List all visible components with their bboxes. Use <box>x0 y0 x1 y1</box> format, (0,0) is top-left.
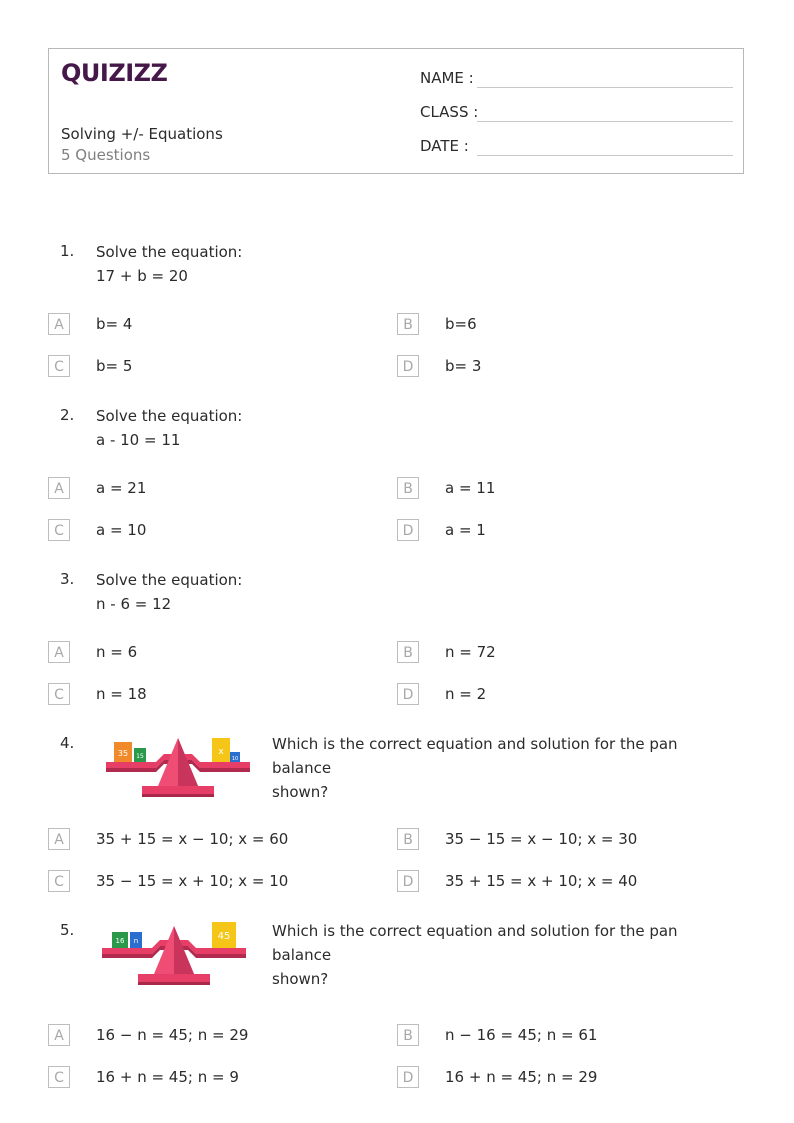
name-field[interactable] <box>420 69 474 87</box>
option-letter: A <box>48 1024 70 1046</box>
option-letter: D <box>397 1066 419 1088</box>
option-letter: D <box>397 355 419 377</box>
weight-35-label: 35 <box>117 749 129 758</box>
option-text: 35 − 15 = x + 10; x = 10 <box>96 872 289 890</box>
weight-x-label: x <box>218 747 224 757</box>
worksheet-header <box>48 48 744 174</box>
option-letter: D <box>397 870 419 892</box>
option-text: 16 + n = 45; n = 9 <box>96 1068 239 1086</box>
option-letter: C <box>48 1066 70 1088</box>
question-1-number: 1. <box>60 242 75 260</box>
option-letter: B <box>397 313 419 335</box>
quizizz-logo: QUIZIZZ <box>61 59 168 87</box>
balance-base <box>142 786 214 794</box>
option-letter: A <box>48 828 70 850</box>
date-label: DATE : <box>420 137 469 155</box>
option-letter: A <box>48 313 70 335</box>
question-1-line2: 17 + b = 20 <box>96 267 188 285</box>
option-text: 35 + 15 = x − 10; x = 60 <box>96 830 289 848</box>
worksheet-title: Solving +/- Equations <box>61 125 223 143</box>
question-3-text <box>96 568 736 616</box>
question-5-line2: shown? <box>272 970 329 988</box>
option-letter: B <box>397 828 419 850</box>
option-letter: D <box>397 519 419 541</box>
option-letter: A <box>48 641 70 663</box>
option-text: n − 16 = 45; n = 61 <box>445 1026 598 1044</box>
option-text: a = 21 <box>96 479 147 497</box>
option-text: a = 10 <box>96 521 147 539</box>
question-2-line2: a - 10 = 11 <box>96 431 181 449</box>
question-2-number: 2. <box>60 406 75 424</box>
date-line <box>477 155 733 156</box>
question-5-text <box>272 919 738 991</box>
option-letter: B <box>397 641 419 663</box>
option-letter: C <box>48 870 70 892</box>
option-letter: C <box>48 355 70 377</box>
question-count: 5 Questions <box>61 146 151 164</box>
weight-n-label: n <box>133 937 139 945</box>
option-text: n = 18 <box>96 685 147 703</box>
balance-base-shadow <box>142 794 214 797</box>
question-2-text <box>96 404 736 452</box>
name-line <box>477 87 733 88</box>
option-letter: C <box>48 683 70 705</box>
option-text: 35 + 15 = x + 10; x = 40 <box>445 872 638 890</box>
question-1-line1: Solve the equation: <box>96 243 243 261</box>
option-letter: A <box>48 477 70 499</box>
weight-15-label: 15 <box>136 753 144 760</box>
question-5-line1: Which is the correct equation and solution for the pan balance <box>272 922 678 964</box>
question-1-text <box>96 240 736 288</box>
balance-base <box>138 974 210 982</box>
option-text: n = 72 <box>445 643 496 661</box>
option-text: n = 6 <box>96 643 138 661</box>
option-text: b= 5 <box>96 357 133 375</box>
option-text: n = 2 <box>445 685 487 703</box>
option-letter: B <box>397 1024 419 1046</box>
weight-10-label: 10 <box>231 756 239 762</box>
class-line <box>477 121 733 122</box>
pan-balance-image <box>100 728 256 802</box>
class-field[interactable] <box>420 103 478 121</box>
option-text: b= 4 <box>96 315 133 333</box>
option-text: a = 11 <box>445 479 496 497</box>
weight-16-label: 16 <box>115 937 125 945</box>
option-text: 35 − 15 = x − 10; x = 30 <box>445 830 638 848</box>
option-letter: C <box>48 519 70 541</box>
option-letter: B <box>397 477 419 499</box>
question-4-line2: shown? <box>272 783 329 801</box>
question-3-number: 3. <box>60 570 75 588</box>
question-3-line2: n - 6 = 12 <box>96 595 172 613</box>
option-text: a = 1 <box>445 521 486 539</box>
option-text: b=6 <box>445 315 477 333</box>
question-4-number: 4. <box>60 734 75 752</box>
date-field[interactable] <box>420 137 469 155</box>
option-text: 16 − n = 45; n = 29 <box>96 1026 249 1044</box>
question-4-text <box>272 732 738 804</box>
option-text: b= 3 <box>445 357 482 375</box>
option-text: 16 + n = 45; n = 29 <box>445 1068 598 1086</box>
balance-base-shadow <box>138 982 210 985</box>
question-3-line1: Solve the equation: <box>96 571 243 589</box>
question-2-line1: Solve the equation: <box>96 407 243 425</box>
question-5-number: 5. <box>60 921 75 939</box>
class-label: CLASS : <box>420 103 479 121</box>
question-4-line1: Which is the correct equation and solution for the pan balance <box>272 735 678 777</box>
weight-45-label: 45 <box>217 931 231 942</box>
name-label: NAME : <box>420 69 474 87</box>
pan-balance-image <box>96 914 252 990</box>
option-letter: D <box>397 683 419 705</box>
